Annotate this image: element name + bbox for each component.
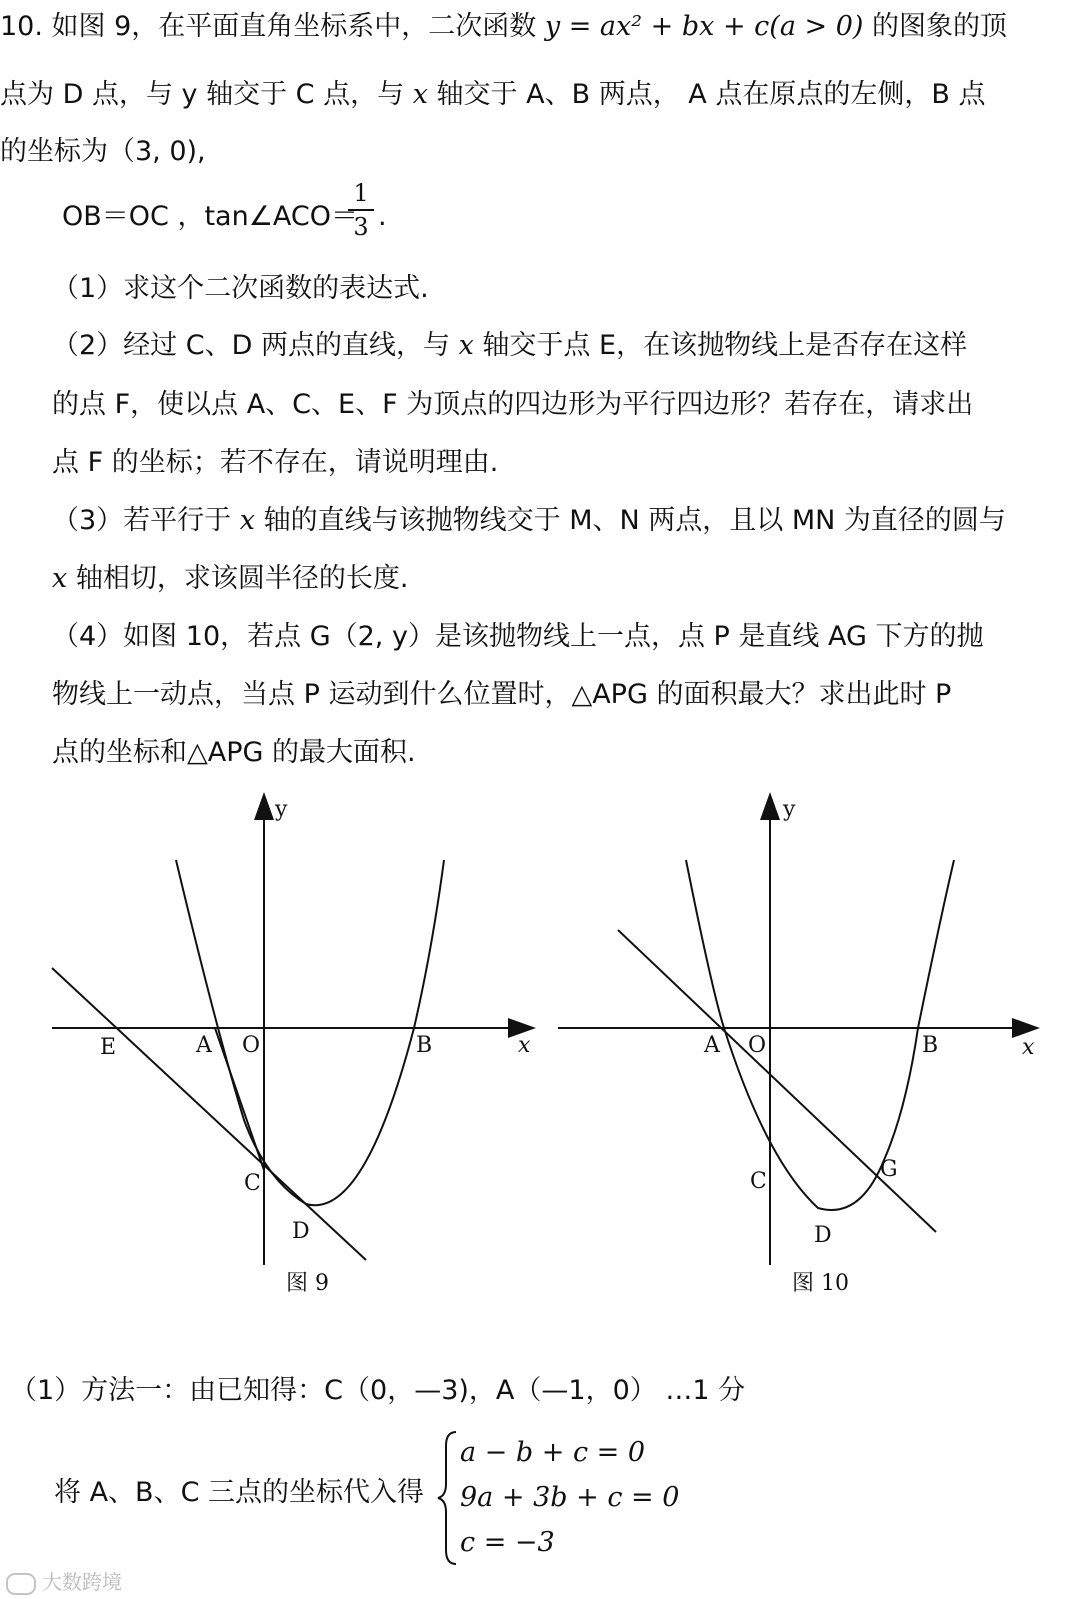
- question-1: （1）求这个二次函数的表达式.: [52, 273, 429, 304]
- question-3-line-2: x 轴相切，求该圆半径的长度.: [52, 563, 409, 594]
- fig9-label-x: x: [518, 1033, 531, 1058]
- equation-system: [460, 1430, 679, 1565]
- fig10-label-o: O: [748, 1033, 767, 1058]
- fig9-label-o: O: [242, 1033, 261, 1058]
- question-2-line-2: 的点 F，使以点 A、C、E、F 为顶点的四边形为平行四边形？若存在，请求出: [52, 389, 974, 420]
- figure-9: [52, 796, 532, 1265]
- question-3-line-1: （3）若平行于 x 轴的直线与该抛物线交于 M、N 两点，且以 MN 为直径的圆与: [52, 505, 1006, 536]
- fig10-label-g: G: [880, 1157, 898, 1182]
- equation-1: a − b + c = 0: [460, 1437, 646, 1468]
- problem-line-1: 10. 如图 9，在平面直角坐标系中，二次函数 y = ax² + bx + c(a > 0) 的图象的顶: [0, 11, 1008, 42]
- fig10-label-c: C: [750, 1169, 767, 1194]
- watermark: 大数跨境: [6, 1566, 122, 1595]
- fig9-label-b: B: [416, 1033, 433, 1058]
- fig10-label-b: B: [922, 1033, 939, 1058]
- question-4-line-3: 点的坐标和△APG 的最大面积.: [52, 737, 416, 768]
- fig9-label-d: D: [292, 1219, 310, 1244]
- fraction-one-third: 1 3: [348, 180, 374, 240]
- brace-icon: [436, 1428, 460, 1568]
- fig9-caption: 图 9: [286, 1271, 329, 1296]
- quadratic-formula: y = ax² + bx + c(a > 0): [544, 11, 864, 42]
- fig10-line-ag: [618, 930, 939, 1232]
- equation-3: c = −3: [460, 1527, 555, 1558]
- question-4-line-2: 物线上一动点，当点 P 运动到什么位置时，△APG 的面积最大？求出此时 P: [52, 679, 952, 710]
- fig10-label-a: A: [704, 1033, 720, 1058]
- equation-2: 9a + 3b + c = 0: [460, 1482, 680, 1513]
- watermark-logo-icon: [6, 1573, 36, 1595]
- problem-line-3: 的坐标为（3, 0),: [0, 136, 206, 167]
- fig9-line-cd: [52, 968, 366, 1260]
- question-4-line-1: （4）如图 10，若点 G（2, y）是该抛物线上一点，点 P 是直线 AG 下方的抛: [52, 621, 984, 652]
- fig9-label-e: E: [100, 1035, 117, 1060]
- fig9-label-y: y: [275, 797, 288, 822]
- figures-svg: [0, 780, 1080, 1340]
- solution-line-1: （1）方法一：由已知得：C（0，—3)，A（—1，0） …1 分: [10, 1375, 746, 1406]
- fig9-label-a: A: [196, 1033, 212, 1058]
- fig10-caption: 图 10: [792, 1271, 849, 1296]
- problem-line-4-end: .: [378, 201, 387, 232]
- fig10-label-x: x: [1022, 1035, 1035, 1060]
- figure-10: [558, 796, 1036, 1265]
- fig10-parabola: [686, 860, 954, 1210]
- fig10-label-y: y: [783, 797, 796, 822]
- problem-line-4: OB＝OC ，tan∠ACO＝: [62, 201, 359, 232]
- fig9-label-c: C: [244, 1171, 261, 1196]
- question-2-line-1: （2）经过 C、D 两点的直线，与 x 轴交于点 E，在该抛物线上是否存在这样: [52, 330, 968, 361]
- fig10-label-d: D: [814, 1223, 832, 1248]
- problem-line-2: 点为 D 点，与 y 轴交于 C 点，与 x 轴交于 A、B 两点， A 点在原点的左侧，B 点: [0, 79, 986, 110]
- question-2-line-3: 点 F 的坐标；若不存在，请说明理由.: [52, 447, 499, 478]
- solution-line-2: 将 A、B、C 三点的坐标代入得: [54, 1477, 425, 1508]
